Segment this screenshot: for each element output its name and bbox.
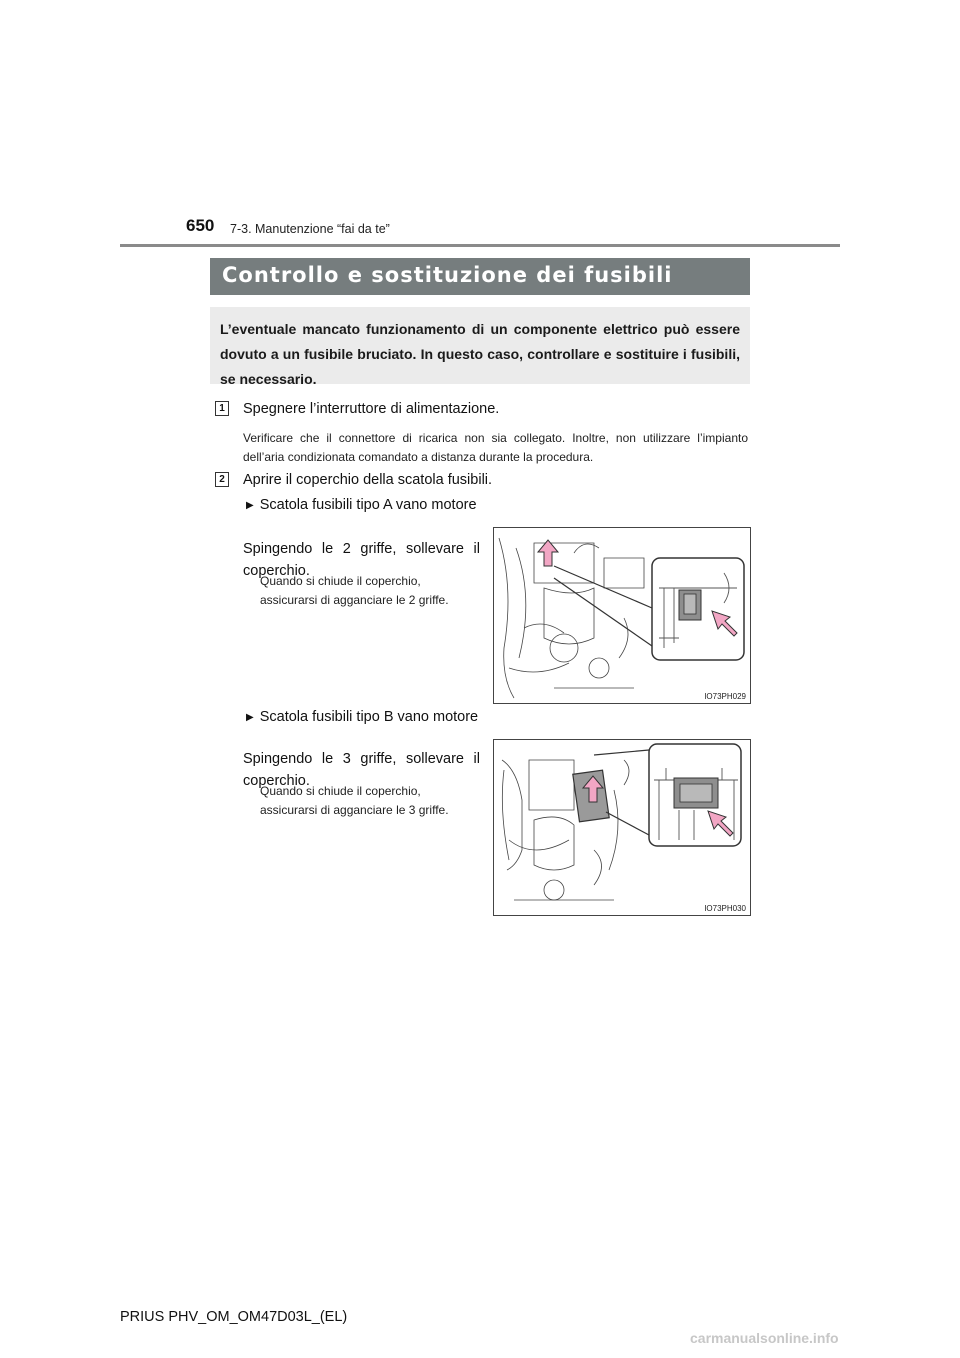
triangle-bullet-icon: ▶: [246, 712, 254, 723]
step-2-title: Aprire il coperchio della scatola fusibili.: [243, 472, 493, 488]
watermark: carmanualsonline.info: [690, 1330, 839, 1346]
step-number-2: 2: [215, 472, 229, 487]
fuse-box-a-figure: [493, 527, 751, 704]
page-title: Controllo e sostituzione dei fusibili: [222, 263, 673, 287]
header-divider: [120, 244, 840, 247]
step-1-note: Verificare che il connettore di ricarica non sia collegato. Inoltre, non utilizzare l’impianto dell’aria condizionata comandato a distanza durante la procedura.: [243, 431, 748, 464]
engine-bay-illustration-b: [494, 740, 750, 915]
engine-bay-illustration-a: [494, 528, 750, 703]
section-label: 7-3. Manutenzione “fai da te”: [230, 222, 390, 236]
step-number-1: 1: [215, 401, 229, 416]
page-number: 650: [186, 216, 215, 235]
figure-code-a: IO73PH029: [704, 692, 746, 701]
fuse-box-a-label: [246, 497, 477, 513]
title-bar: [210, 258, 750, 295]
fuse-box-b-label-text: Scatola fusibili tipo B vano motore: [259, 709, 479, 725]
figure-code-b: IO73PH030: [704, 904, 746, 913]
step-1-title: Spegnere l’interruttore di alimentazione.: [243, 401, 500, 417]
fuse-box-b-label: [246, 709, 478, 725]
intro-box: [210, 307, 750, 387]
fuse-box-a-instruction: Spingendo le 2 griffe, sollevare il coperchio.: [243, 541, 480, 579]
fuse-box-b-instruction: Spingendo le 3 griffe, sollevare il coperchio.: [243, 751, 480, 789]
intro-text: L’eventuale mancato funzionamento di un componente elettrico può essere dovuto a un fusibile bruciato. In questo caso, controllare e sostituire i fusibili, se necessario.: [220, 321, 740, 387]
triangle-bullet-icon: ▶: [246, 500, 254, 511]
fuse-box-a-note: Quando si chiude il coperchio, assicurarsi di agganciare le 2 griffe.: [260, 574, 449, 607]
fuse-box-b-note: Quando si chiude il coperchio, assicurarsi di agganciare le 3 griffe.: [260, 784, 449, 817]
fuse-box-b-figure: [493, 739, 751, 916]
fuse-box-a-label-text: Scatola fusibili tipo A vano motore: [259, 497, 477, 513]
document-footer: PRIUS PHV_OM_OM47D03L_(EL): [120, 1309, 348, 1325]
